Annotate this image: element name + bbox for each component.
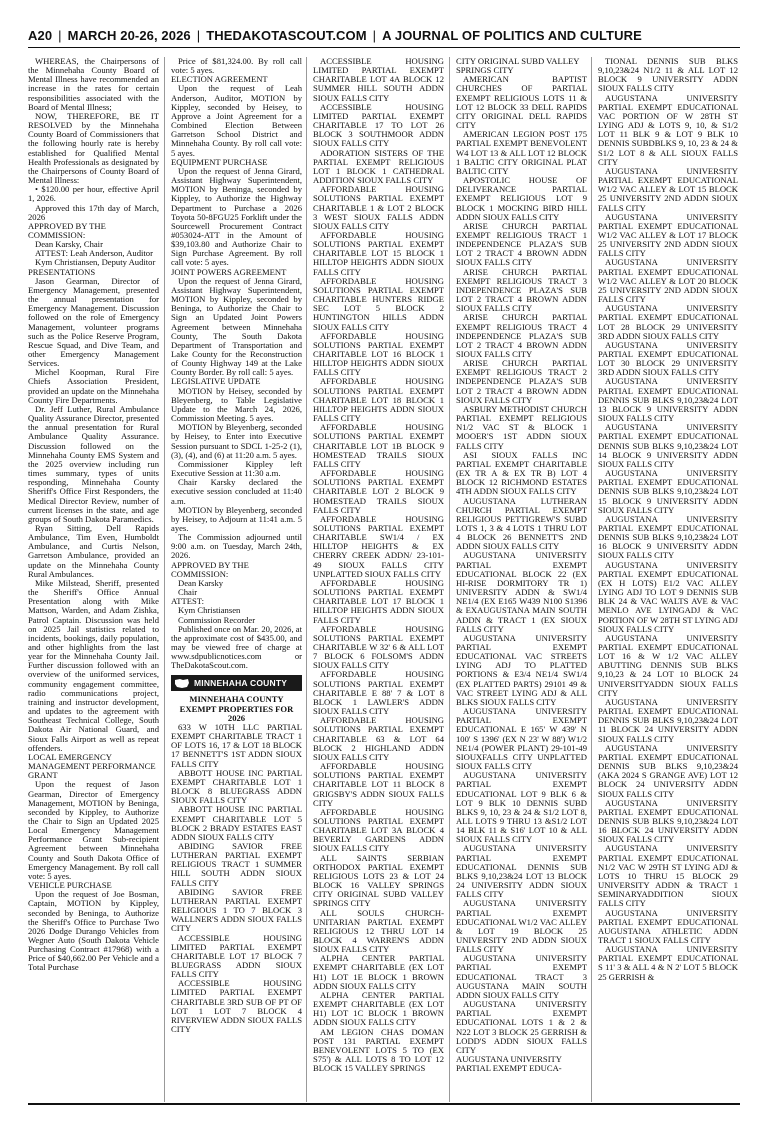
paragraph: AUGUSTANA UNIVERSITY PARTIAL EXEMPT EDUCATIONAL LOT 28 BLOCK 29 UNIVERSITY 3RD ADDN SIOUX FALLS CITY (598, 303, 738, 341)
page-header (28, 24, 740, 46)
paragraph: AUGUSTANA UNIVERSITY PARTIAL EXEMPT EDUCATIONAL AUGUSTANA ATHLETIC ADDN TRACT 1 SIOUX FALLS CITY (598, 907, 738, 945)
paragraph: ABIDING SAVIOR FREE LUTHERAN PARTIAL EXEMPT RELIGIOUS 1 TO 7 BLOCK 3 WALLNER'S ADDN SIOUX FALLS CITY (171, 886, 302, 934)
paragraph: LOCAL EMERGENCY MANAGEMENT PERFORMANCE GRANT (28, 751, 156, 781)
paragraph: ARISE CHURCH PARTIAL EXEMPT RELIGIOUS TRACT 1 INDEPENDENCE PLAZA'S SUB LOT 2 TRACT 4 BROWN ADDN SIOUX FALLS CITY (456, 220, 587, 268)
paragraph: ALPHA CENTER PARTIAL EXEMPT CHARITABLE (EX LOT H1) LOT 1E BLOCK 1 BROWN ADDN SIOUX FALLS CITY (313, 953, 444, 991)
paragraph: MOTION by Bleyenberg, seconded by Heisey, to Adjourn at 11:41 a.m. 5 ayes. (171, 504, 302, 533)
column-1 (28, 57, 159, 1102)
paragraph: ARISE CHURCH PARTIAL EXEMPT RELIGIOUS TRACT 3 INDEPENDENCE PLAZA'S SUB LOT 2 TRACT 4 BROWN ADDN SIOUX FALLS CITY (456, 266, 587, 314)
paragraph: AUGUSTANA UNIVERSITY PARTIAL EXEMPT EDUCATIONAL BLOCK 22 (EX HI-RISE DORMITORY TR 1) UNIVERSITY ADDN & SW1/4 NE1/4 (EX E165 W439 N100 S1396 & EXAUGUSTANA MAIN SOUTH ADDN & TRACT 1 (EX SIOUX FALLS CITY (456, 550, 587, 634)
paragraph: Kym Christiansen (178, 605, 241, 616)
paragraph: AFFORDABLE HOUSING SOLUTIONS PARTIAL EXEMPT CHARITABLE LOT 16 BLOCK 1 HILLTOP HEIGHTS ADDN SIOUX FALLS CITY (313, 330, 444, 378)
county-banner (171, 675, 302, 691)
paragraph: Dr. Jeff Luther, Rural Ambulance Quality Assurance Director, presented the annual presentation for Rural Ambulance Quality Assurance. Discussion followed on the Minnehaha County EMS System and the 2025 overview including run times summary, types of units responding, Minnehaha County Sheriff's Office First Responders, the Medical Director Review, number of current licenses in the state, and age groups of South Dakota Paramedics. (28, 403, 159, 524)
paragraph: AUGUSTANA UNIVERSITY PARTIAL EXEMPT EDUCATIONAL LOT 9 BLK 6 & LOT 9 BLK 10 DENNIS SUBD BLKS 9, 10, 23 & 24 & S1/2 LOT 8, ALL LOTS 9 THRU 13 &S1/2 LOT 14 BLK 11 & S16' LOT 10 & ALL SIOUX FALLS CITY (456, 770, 587, 845)
banner-label: MINNEHAHA COUNTY (194, 677, 288, 688)
paragraph: AUGUSTANA UNIVERSITY PARTIAL EXEMPT EDUCATIONAL N1/2 VAC W 29TH ST LYING ADJ & LOTS 10 THRU 15 BLOCK 29 UNIVERSITY ADDN & TRACT 1 SEMINARYADDITION SIOUX FALLS CITY (598, 843, 738, 909)
paragraph: Price of $81,324.00. By roll call vote: 5 ayes. (171, 57, 302, 76)
paragraph: Jason Gearman, Director of Emergency Management, presented the annual presentation for Emergency Management. Discussion followed on the role of Emergency Management, volunteer programs such as the Police Reserve Program, Rescue Squad, and Dive Team, and other Emergency Management Services. (28, 275, 159, 369)
paragraph: Upon the request of Leah Anderson, Auditor, MOTION by Kippley, seconded by Heisey, to Approve a Joint Agreement for a Combined Election Between Garretson School District and Minnehaha County. By roll call vote: 5 ayes. (171, 83, 302, 158)
paragraph: Approved this 17th day of March, 2026 (28, 202, 159, 222)
exempt-properties-title: MINNEHAHA COUNTY EXEMPT PROPERTIES FOR 2026 (179, 694, 294, 723)
paragraph: ACCESSIBLE HOUSING LIMITED PARTIAL EXEMPT CHARITABLE LOT 17 BLOCK 7 BLUEGRASS ADDN SIOUX FALLS CITY (171, 932, 302, 980)
paragraph: Commissioner Kippley left Executive Session at 11:30 a.m. (171, 458, 302, 479)
paragraph: AUGUSTANA UNIVERSITY PARTIAL EXEMPT EDUCATIONAL S 11' 3 & ALL 4 & N 2' LOT 5 BLOCK 25 GERRISH & (598, 944, 738, 982)
paragraph: Ryan Sitting, Dell Rapids Ambulance, Tim Even, Humboldt Ambulance, and Curtis Nelson, Garretson Ambulance, provided an update on the Minnehaha County Rural Ambulances. (28, 522, 159, 579)
paragraph: AFFORDABLE HOUSING SOLUTIONS PARTIAL EXEMPT CHARITABLE LOT 1B BLOCK 9 HOMESTEAD TRAILS SIOUX FALLS CITY (313, 422, 444, 469)
paragraph: The Commission adjourned until 9:00 a.m. on Tuesday, March 24th, 2026. (171, 532, 302, 561)
paragraph: AUGUSTANA UNIVERSITY PARTIAL EXEMPT EDUCATIONAL VAC STREETS LYING ADJ TO PLATTED PORTIONS & E3/4 NE1/4 SW1/4 (EX PLATTED PARTS) 29101 49 & VAC STREET LYING ADJ & ALL BLKS SIOUX FALLS CITY (456, 632, 587, 707)
paragraph: CITY ORIGINAL SUBD VALLEY SPRINGS CITY (456, 57, 580, 76)
header-separator: | (58, 27, 62, 43)
paragraph: VEHICLE PURCHASE (28, 880, 112, 891)
paragraph: MOTION by Heisey, seconded by Bleyenberg, to Table Legislative Update to the March 24, 2026, Commission Meeting. 5 ayes. (171, 385, 302, 424)
paragraph: AUGUSTANA UNIVERSITY PARTIAL EXEMPT EDUCATIONAL VAC PORTION OF W 28TH ST LYING ADJ & LOTS 9, 10, & S1/2 LOT 11 BLK 9 & LOT 9 BLK 10 DENNIS SUBDBLKS 9, 10, 23 & 24 & S1/2 LOT 8 & ALL SIOUX FALLS CITY (598, 92, 738, 167)
paragraph: ATTEST: (171, 596, 204, 607)
paragraph: APPROVED BY THE COMMISSION: (171, 559, 249, 579)
paragraph: AUGUSTANA UNIVERSITY PARTIAL EXEMPT EDUCATIONAL DENNIS SUB BLKS 9,10,23&24 LOT 16 BLOCK 9 UNIVERSITY ADDN SIOUX FALLS CITY (598, 513, 738, 561)
paragraph: AUGUSTANA UNIVERSITY PARTIAL EXEMPT EDUCATIONAL DENNIS SUB BLKS 9,10,23&24 LOT 13 BLOCK 9 UNIVERSITY ADDN SIOUX FALLS CITY (598, 376, 738, 424)
paragraph: AUGUSTANA LUTHERAN CHURCH PARTIAL EXEMPT RELIGIOUS PETTIGREW'S SUBD LOTS 1, 3 & 4 LOTS 1 THRU LOT 4 BLOCK 26 BENNETT'S 2ND ADDN SIOUX FALLS CITY (456, 495, 587, 552)
paragraph: AUGUSTANA UNIVERSITY PARTIAL EXEMPT EDUCATIONAL W1/2 VAC ALLEY & LOT 19 BLOCK 25 UNIVERSITY 2ND ADDN SIOUX FALLS CITY (456, 898, 587, 955)
paragraph: JOINT POWERS AGREEMENT (171, 266, 287, 277)
paragraph: ADORATION SISTERS OF THE PARTIAL EXEMPT RELIGIOUS LOT 1 BLOCK 1 CATHEDRAL ADDITION SIOUX FALLS CITY (313, 147, 444, 186)
paragraph: AUGUSTANA UNIVERSITY PARTIAL EXEMPT EDUCATIONAL W1/2 VAC ALLEY & LOT 15 BLOCK 25 UNIVERSITY 2ND ADDN SIOUX FALLS CITY (598, 165, 738, 213)
paragraph: AFFORDABLE HOUSING SOLUTIONS PARTIAL EXEMPT CHARITABLE LOT 3A BLOCK 4 BEVERLY GARDENS ADDN SIOUX FALLS CITY (313, 806, 444, 854)
publication-tagline: A JOURNAL OF POLITICS AND CULTURE (382, 27, 642, 43)
paragraph: AUGUSTANA UNIVERSITY PARTIAL EXEMPT EDUCATIONAL (EX H LOTS) E1/2 VAC ALLEY LYING ADJ TO LOT 9 DENNIS SUB BLK 24 & VAC WALTS AVE & VAC MENLO AVE LYINGADJ & VAC PORTION OF W 28TH ST LYING ADJ SIOUX FALLS CITY (598, 559, 738, 634)
paragraph: EQUIPMENT PURCHASE (171, 156, 268, 167)
paragraph: Chair Karsky declared the executive session concluded at 11:40 a.m. (171, 477, 302, 506)
paragraph: AUGUSTANA UNIVERSITY PARTIAL EXEMPT EDUCA- (456, 1054, 562, 1074)
paragraph: Michel Koopman, Rural Fire Chiefs Association President, provided an update on the Minnehaha County Fire Departments. (28, 367, 159, 405)
article-columns (28, 57, 740, 1102)
header-separator: | (372, 27, 377, 43)
paragraph: AUGUSTANA UNIVERSITY PARTIAL EXEMPT EDUCATIONAL LOT 16 & W 1/2 VAC ALLEY ABUTTING DENNIS SUB BLKS 9,10,23 & 24 LOT 10 BLOCK 24 UNIVERSITYADDN SIOUX FALLS CITY (598, 632, 738, 698)
paragraph: • $120.00 per hour, effective April 1, 2026. (28, 184, 159, 204)
paragraph: ASI SIOUX FALLS INC PARTIAL EXEMPT CHARITABLE (EX TR A & EX TR B) LOT 4 BLOCK 12 RICHMOND ESTATES 4TH ADDN SIOUX FALLS CITY (456, 449, 587, 497)
paragraph: AFFORDABLE HOUSING SOLUTIONS PARTIAL EXEMPT CHARITABLE 63 & LOT 64 BLOCK 2 HIGHLAND ADDN SIOUX FALLS CITY (313, 715, 444, 762)
paragraph: WHEREAS, the Chairpersons of the Minnehaha County Board of Mental Illness have recommended an increase in the rates for certain responsibilities associated with the Board of Mental Illness; (28, 57, 159, 112)
paragraph: ELECTION AGREEMENT (171, 74, 268, 85)
column-2 (171, 57, 302, 1102)
paragraph: ABIDING SAVIOR FREE LUTHERAN PARTIAL EXEMPT RELIGIOUS TRACT 1 SUMMER HILL SOUTH ADDN SIOUX FALLS CITY (171, 840, 302, 888)
paragraph: AUGUSTANA UNIVERSITY PARTIAL EXEMPT EDUCATIONAL E 165' W 439' N 100' S 1396' (EX N 23' W 88') W1/2 NE1/4 (POWER PLANT) 29-101-49 SIOUXFALLS CITY UNPLATTED SIOUX FALLS CITY (456, 706, 587, 772)
paragraph: Mike Milstead, Sheriff, presented the Sheriff's Office Annual Presentation along with Mike Mattson, Warden, and Adam Zishka, Patrol Captain. Discussion was held on 2025 Jail statistics related to incidents, bookings, daily population, and other highlights from the last year for the Minnehaha County Jail. Further discussion followed with an overview of the uniformed services, community engagement committee, radio communications project, training and instructor development, and updates to the agreement with Southeast Technical College, South Dakota Air National Guard, and Sioux Falls Airport as well as repeat offenders. (28, 577, 159, 753)
paragraph: ALPHA CENTER PARTIAL EXEMPT CHARITABLE (EX LOT H1) LOT 1C BLOCK 1 BROWN ADDN SIOUX FALLS CITY (313, 989, 444, 1028)
issue-date: MARCH 20-26, 2026 (67, 27, 191, 43)
paragraph: 633 W 10TH LLC PARTIAL EXEMPT CHARITABLE TRACT 1 OF LOTS 16, 17 & LOT 18 BLOCK 17 BENNETT'S 1ST ADDN SIOUX FALLS CITY (171, 721, 302, 769)
paragraph: ACCESSIBLE HOUSING LIMITED PARTIAL EXEMPT CHARITABLE LOT 4A BLOCK 12 SUMMER HILL SOUTH ADDN SIOUX FALLS CITY (313, 57, 444, 103)
paragraph: ALL SAINTS SERBIAN ORTHODOX PARTIAL EXEMPT RELIGIOUS LOTS 23 & LOT 24 BLOCK 16 VALLEY SPRINGS CITY ORIGINAL SUBD VALLEY SPRINGS CITY (313, 852, 444, 909)
paragraph: Kym Christiansen, Deputy Auditor (35, 257, 156, 268)
paragraph: AUGUSTANA UNIVERSITY PARTIAL EXEMPT EDUCATIONAL DENNIS SUB BLKS 9,10,23&24 LOT 15 BLOCK 9 UNIVERSITY ADDN SIOUX FALLS CITY (598, 468, 738, 515)
paragraph: Commission Recorder (178, 614, 256, 625)
paragraph: AFFORDABLE HOUSING SOLUTIONS PARTIAL EXEMPT CHARITABLE LOT 15 BLOCK 1 HILLTOP HEIGHTS ADDN SIOUX FALLS CITY (313, 229, 444, 277)
paragraph: AFFORDABLE HOUSING SOLUTIONS PARTIAL EXEMPT CHARITABLE 1 & LOT 2 BLOCK 3 WEST SIOUX FALLS ADDN SIOUX FALLS CITY (313, 184, 444, 231)
column-4 (456, 57, 587, 1102)
paragraph: AFFORDABLE HOUSING SOLUTIONS PARTIAL EXEMPT CHARITABLE LOT 17 BLOCK 1 HILLTOP HEIGHTS ADDN SIOUX FALLS CITY (313, 577, 444, 625)
paragraph: AUGUSTANA UNIVERSITY PARTIAL EXEMPT EDUCATIONAL DENNIS SUB BLKS 9,10,23&24 (AKA 2024 S GRANGE AVE) LOT 12 BLOCK 24 UNIVERSITY ADDN SIOUX FALLS CITY (598, 742, 738, 799)
paragraph: ACCESSIBLE HOUSING LIMITED PARTIAL EXEMPT CHARITABLE 3RD SUB OF PT OF LOT 1 LOT 7 BLOCK 4 RIVERVIEW ADDN SIOUX FALLS CITY (171, 978, 302, 1035)
paragraph: AUGUSTANA UNIVERSITY PARTIAL EXEMPT EDUCATIONAL DENNIS SUB BLKS 9,10,23&24 LOT 11 BLOCK 24 UNIVERSITY ADDN SIOUX FALLS CITY (598, 696, 738, 744)
paragraph: AFFORDABLE HOUSING SOLUTIONS PARTIAL EXEMPT CHARITABLE W 32' 6 & ALL LOT 7 BLOCK 6 FOLSOM'S ADDN SIOUX FALLS CITY (313, 623, 444, 671)
paragraph: ABBOTT HOUSE INC PARTIAL EXEMPT CHARITABLE LOT 5 BLOCK 2 BRADY ESTATES EAST ADDN SIOUX FALLS CITY (171, 804, 302, 842)
paragraph: AUGUSTANA UNIVERSITY PARTIAL EXEMPT EDUCATIONAL W1/2 VAC ALLEY & LOT 20 BLOCK 25 UNIVERSITY 2ND ADDN SIOUX FALLS CITY (598, 257, 738, 305)
paragraph: AUGUSTANA UNIVERSITY PARTIAL EXEMPT EDUCATIONAL W1/2 VAC ALLEY & LOT 17 BLOCK 25 UNIVERSITY 2ND ADDN SIOUX FALLS CITY (598, 211, 738, 259)
paragraph: Upon the request of Joe Bosman, Captain, MOTION by Kippley, seconded by Beninga, to Authorize the Sheriff's Office to Purchase Two 2026 Dodge Durango Vehicles from Wegner Auto (South Dakota Vehicle Purchasing Contract #17968) with a Price of $40,662.00 Per Vehicle and a Total Purchase (28, 889, 159, 973)
paragraph: MOTION by Bleyenberg, seconded by Heisey, to Enter into Executive Session pursuant to SDCL 1-25-2 (1), (3), (4), and (6) at 11:20 a.m. 5 ayes. (171, 422, 302, 460)
paragraph: Published once on Mar. 20, 2026, at the approximate cost of $435.00, and may be viewed free of charge at www.sdpublicnotices.com or TheDakotaScout.com. (171, 623, 302, 671)
paragraph: NOW, THEREFORE, BE IT RESOLVED by the Minnehaha County Board of Commissioners that the following hourly rate is hereby established for Qualified Mental Health Professionals as designated by the Chairpersons of County Board of Mental Illness: (28, 110, 159, 186)
paragraph: AFFORDABLE HOUSING SOLUTIONS PARTIAL EXEMPT CHARITABLE LOT 18 BLOCK 1 HILLTOP HEIGHTS ADDN SIOUX FALLS CITY (313, 376, 444, 424)
paragraph: AFFORDABLE HOUSING SOLUTIONS PARTIAL EXEMPT CHARITABLE E 88' 7 & LOT 8 BLOCK 1 LAWLER'S ADDN SIOUX FALLS CITY (313, 669, 444, 717)
paragraph: Chair (178, 587, 198, 598)
paragraph: ALL SOULS CHURCH-UNITARIAN PARTIAL EXEMPT RELIGIOUS 12 THRU LOT 14 BLOCK 4 WARREN'S ADDN SIOUX FALLS CITY (313, 907, 444, 955)
paragraph: LEGISLATIVE UPDATE (171, 376, 261, 387)
paragraph: Upon the request of Jenna Girard, Assistant Highway Superintendent, MOTION by Kippley, seconded by Beninga, to Authorize the Chair to Sign an Updated Joint Powers Agreement between Minnehaha County, The South Dakota Department of Transportation and Lake County for the Reconstruction of County Highway 149 at the Lake County Border. By roll call: 5 ayes. (171, 275, 302, 378)
paragraph: ASBURY METHODIST CHURCH PARTIAL EXEMPT RELIGIOUS N1/2 VAC ST & BLOCK 1 MOOER'S 1ST ADDN SIOUX FALLS CITY (456, 403, 587, 451)
paragraph: ARISE CHURCH PARTIAL EXEMPT RELIGIOUS TRACT 4 INDEPENDENCE PLAZA'S SUB LOT 2 TRACT 4 BROWN ADDN SIOUX FALLS CITY (456, 312, 587, 359)
paragraph: AFFORDABLE HOUSING SOLUTIONS PARTIAL EXEMPT CHARITABLE LOT 2 BLOCK 9 HOMESTEAD TRAILS SIOUX FALLS CITY (313, 468, 444, 515)
paragraph: ARISE CHURCH PARTIAL EXEMPT RELIGIOUS TRACT 2 INDEPENDENCE PLAZA'S SUB LOT 2 TRACT 4 BROWN ADDN SIOUX FALLS CITY (456, 358, 587, 405)
paragraph: AUGUSTANA UNIVERSITY PARTIAL EXEMPT EDUCATIONAL DENNIS SUB BLKS 9,10,23&24 LOT 14 BLOCK 9 UNIVERSITY ADDN SIOUX FALLS CITY (598, 422, 738, 469)
paragraph: AUGUSTANA UNIVERSITY PARTIAL EXEMPT EDUCATIONAL DENNIS SUB BLKS 9,10,23&24 LOT 13 BLOCK 24 UNIVERSITY ADDN SIOUX FALLS CITY (456, 843, 587, 900)
publication-url[interactable]: THEDAKOTASCOUT.COM (206, 27, 367, 43)
paragraph: AFFORDABLE HOUSING SOLUTIONS PARTIAL EXEMPT CHARITABLE HUNTERS RIDGE SEC LOT 5 BLOCK 2 HUNTINGTON HILLS ADDN SIOUX FALLS CITY (313, 275, 444, 332)
paragraph: AUGUSTANA UNIVERSITY PARTIAL EXEMPT EDUCATIONAL TRACT 3 AUGUSTANA MAIN SOUTH ADDN SIOUX FALLS CITY (456, 953, 587, 1000)
paragraph: ACCESSIBLE HOUSING LIMITED PARTIAL EXEMPT CHARITABLE 17 TO LOT 26 BLOCK 3 SOUTHMOOR ADDN SIOUX FALLS CITY (313, 101, 444, 149)
paragraph: ABBOTT HOUSE INC PARTIAL EXEMPT CHARITABLE LOT 1 BLOCK 8 BLUEGRASS ADDN SIOUX FALLS CITY (171, 767, 302, 806)
paragraph: AUGUSTANA UNIVERSITY PARTIAL EXEMPT EDUCATIONAL LOTS 1 & 2 & N22 LOT 3 BLOCK 25 GERRISH & LODD'S ADDN SIOUX FALLS CITY (456, 999, 587, 1055)
paragraph: AFFORDABLE HOUSING SOLUTIONS PARTIAL EXEMPT CHARITABLE LOT 11 BLOCK 8 GRIGSBY'S ADDN SIOUX FALLS CITY (313, 761, 444, 808)
paragraph: AUGUSTANA UNIVERSITY PARTIAL EXEMPT EDUCATIONAL LOT 30 BLOCK 29 UNIVERSITY 3RD ADDN SIOUX FALLS CITY (598, 339, 738, 378)
paragraph: Upon the request of Jenna Girard, Assistant Highway Superintendent, MOTION by Beninga, seconded by Kippley, to Authorize the Highway Department to Purchase a 2026 Toyota 50-8FGU25 Forklift under the Sourcewell Procurement Contract #053024-ATT in the Amount of $39,103.80 and Authorize Chair to Sign Purchase Agreement. By roll call vote: 5 ayes. (171, 165, 302, 268)
paragraph: APPROVED BY THE COMMISSION: (28, 220, 106, 240)
paragraph: AMERICAN LEGION POST 175 PARTIAL EXEMPT BENEVOLENT W4 LOT 13 & ALL LOT 12 BLOCK 1 BALTIC CITY ORIGINAL PLAT BALTIC CITY (456, 129, 587, 176)
column-3 (313, 57, 444, 1102)
paragraph: AFFORDABLE HOUSING SOLUTIONS PARTIAL EXEMPT CHARITABLE SW1/4 / EX HILLTOP HEIGHTS & EX CHERRY CREEK ADDN/ 23-101-49 SIOUX FALLS CITY UNPLATTED SIOUX FALLS CITY (313, 513, 444, 579)
county-map-icon (174, 678, 190, 689)
paragraph: Upon the request of Jason Gearman, Director of Emergency Management, MOTION by Beninga, seconded by Kippley, to Authorize the Chair to Sign an Updated 2025 Local Emergency Management Performance Grant Sub-recipient Agreement between Minnehaha County and South Dakota Office of Emergency Management. By roll call vote: 5 ayes. (28, 779, 159, 881)
paragraph: PRESENTATIONS (28, 266, 96, 277)
paragraph: ATTEST: Leah Anderson, Auditor (35, 248, 153, 259)
header-rule (28, 47, 740, 48)
page-number: A20 (28, 27, 53, 43)
paragraph: AM LEGION CHAS DOMAN POST 131 PARTIAL EXEMPT BENEVOLENT LOTS 5 TO (EX S75') & ALL LOTS 8 TO LOT 12 BLOCK 15 VALLEY SPRINGS (313, 1026, 444, 1074)
footer-rule (28, 1103, 740, 1105)
paragraph: AUGUSTANA UNIVERSITY PARTIAL EXEMPT EDUCATIONAL DENNIS SUB BLKS 9,10,23&24 LOT 16 BLOCK 24 UNIVERSITY ADDN SIOUX FALLS CITY (598, 797, 738, 845)
paragraph: TIONAL DENNIS SUB BLKS 9,10,23&24 N1/2 11 & ALL LOT 12 BLOCK 9 UNIVERSITY ADDN SIOUX FALLS CITY (598, 57, 738, 94)
paragraph: Dean Karsky, Chair (35, 239, 103, 250)
paragraph: APOSTOLIC HOUSE OF DELIVERANCE PARTIAL EXEMPT RELIGIOUS LOT 9 BLOCK 1 MOCKING BIRD HILL ADDN SIOUX FALLS CITY (456, 175, 587, 222)
column-5 (598, 57, 738, 1102)
paragraph: Dean Karsky (178, 577, 224, 588)
header-separator: | (196, 27, 201, 43)
paragraph: AMERICAN BAPTIST CHURCHES OF PARTIAL EXEMPT RELIGIOUS LOTS 11 & LOT 12 BLOCK 33 DELL RAPIDS CITY ORIGINAL DELL RAPIDS CITY (456, 74, 587, 131)
